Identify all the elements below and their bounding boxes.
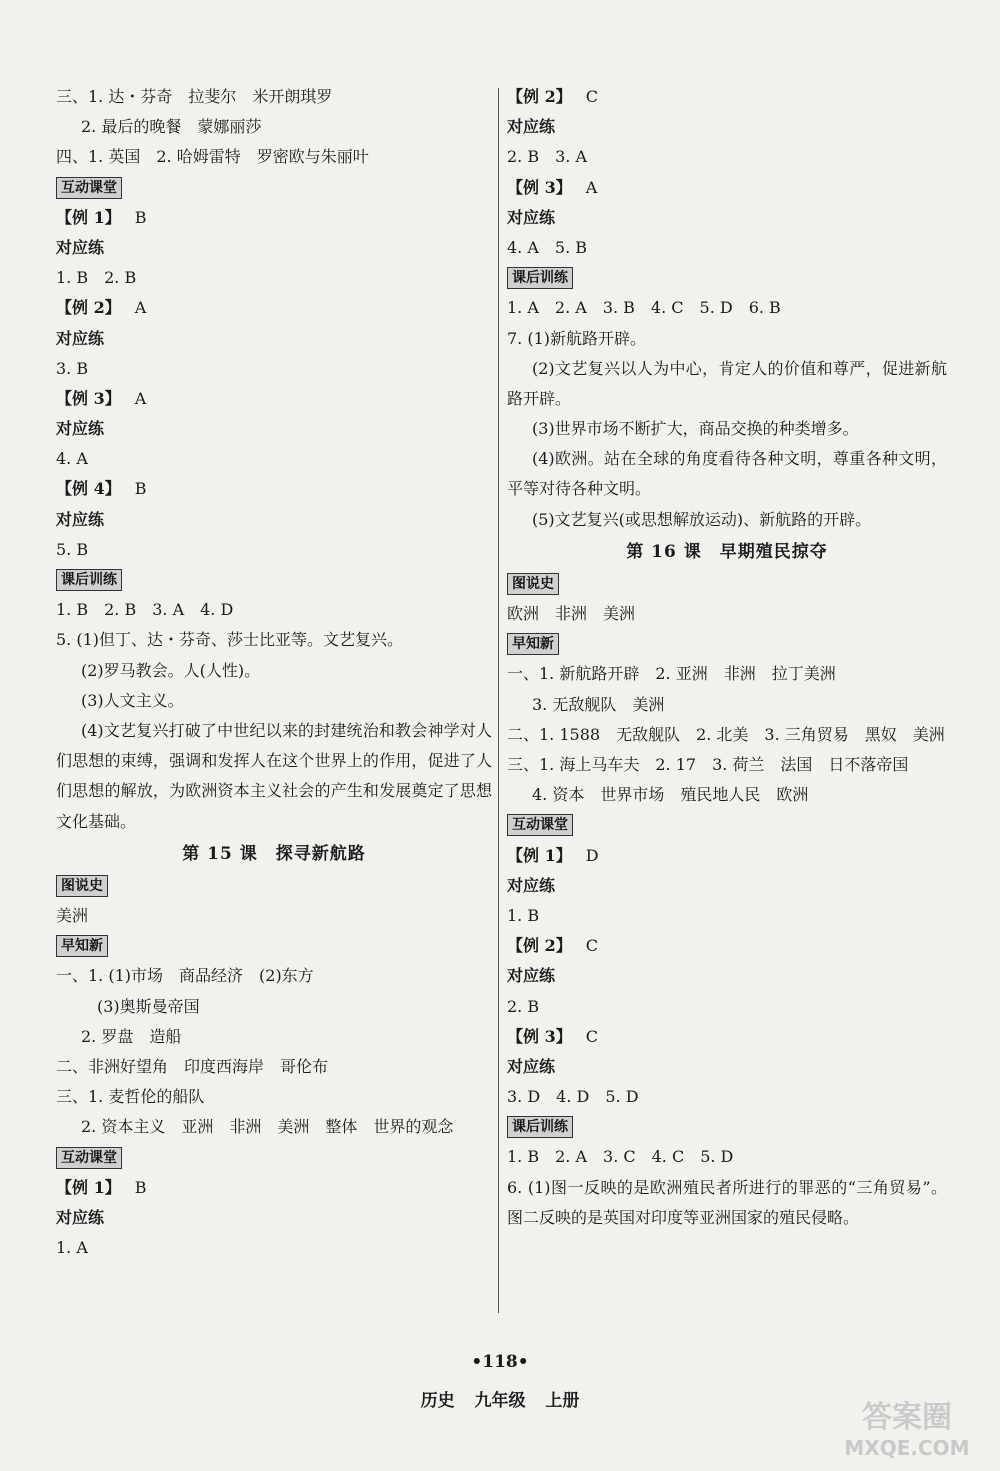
- lesson-title: 第 15 课 探寻新航路: [182, 843, 366, 864]
- answer-line: 2. B: [507, 996, 540, 1016]
- answer-line: 2. 罗盘 造船: [81, 1026, 182, 1046]
- answer-paragraph: (4)文艺复兴打破了中世纪以来的封建统治和教会神学对人们思想的束缚，强调和发挥人在这个世界上的作用，促进了人们思想的解放，为欧洲资本主义社会的产生和发展奠定了思想文化基础。: [56, 720, 492, 831]
- answer-line: 三、1. 麦哲伦的船队: [56, 1087, 205, 1107]
- answer-line: 3. D 4. D 5. D: [507, 1087, 639, 1107]
- section-tag-row: [507, 263, 947, 293]
- practice-heading: 对应练: [507, 207, 556, 227]
- section-tag-row: [56, 871, 492, 901]
- section-tag-row: [56, 931, 492, 961]
- answer-line: 欧洲 非洲 美洲: [507, 604, 636, 624]
- answer-line: 1. B 2. B 3. A 4. D: [56, 600, 234, 620]
- answer-line: (2)罗马教会。人(人性)。: [81, 660, 261, 680]
- section-tag: 课后训练: [507, 1116, 573, 1138]
- example-label: 【例 3】: [56, 388, 121, 408]
- section-tag-row: [56, 565, 492, 595]
- answer-line: 5. (1)但丁、达・芬奇、莎士比亚等。文艺复兴。: [56, 630, 404, 650]
- answer-line: 二、1. 1588 无敌舰队 2. 北美 3. 三角贸易 黑奴 美洲: [507, 724, 945, 744]
- example-answer: [507, 931, 947, 961]
- section-tag: 早知新: [56, 935, 108, 957]
- answer-line: 3. 无敌舰队 美洲: [532, 694, 665, 714]
- practice-heading: 对应练: [507, 1056, 556, 1076]
- example-answer: [507, 82, 947, 112]
- practice-heading: 对应练: [56, 328, 105, 348]
- section-tag: 互动课堂: [507, 814, 573, 836]
- practice-heading: 对应练: [507, 875, 556, 895]
- answer-line: 5. B: [56, 539, 89, 559]
- answer-line: (3)奥斯曼帝国: [81, 996, 200, 1016]
- answer-line: 三、1. 海上马车夫 2. 17 3. 荷兰 法国 日不落帝国: [507, 755, 909, 774]
- example-answer: [507, 841, 947, 871]
- answer-line: 1. A 2. A 3. B 4. C 5. D 6. B: [507, 298, 781, 318]
- example-answer: [507, 1022, 947, 1052]
- practice-heading: 对应练: [507, 117, 556, 137]
- example-choice: B: [134, 479, 147, 499]
- example-label: 【例 3】: [507, 177, 572, 197]
- answer-line: 4. 资本 世界市场 殖民地人民 欧洲: [532, 785, 809, 805]
- practice-heading: 对应练: [56, 1207, 105, 1227]
- example-label: 【例 2】: [507, 936, 572, 956]
- example-choice: A: [585, 177, 598, 197]
- answer-line: 四、1. 英国 2. 哈姆雷特 罗密欧与朱丽叶: [56, 147, 369, 167]
- practice-heading: 对应练: [56, 419, 105, 439]
- answer-line: 7. (1)新航路开辟。: [507, 328, 647, 348]
- section-tag-row: [507, 1112, 947, 1142]
- answer-line: 一、1. 新航路开辟 2. 亚洲 非洲 拉丁美洲: [507, 664, 836, 684]
- answer-paragraph: 6. (1)图一反映的是欧洲殖民者所进行的罪恶的“三角贸易”。图二反映的是英国对印度等亚洲国家的殖民侵略。: [507, 1177, 947, 1227]
- section-tag: 互动课堂: [56, 1147, 122, 1169]
- section-tag-row: [56, 1142, 492, 1172]
- section-tag: 图说史: [507, 573, 559, 595]
- section-tag: 互动课堂: [56, 177, 122, 199]
- answer-line: 2. 最后的晚餐 蒙娜丽莎: [81, 117, 262, 137]
- section-tag: 早知新: [507, 633, 559, 655]
- practice-heading: 对应练: [56, 237, 105, 257]
- section-tag: 图说史: [56, 875, 108, 897]
- section-tag-row: [56, 173, 492, 203]
- example-answer: [56, 203, 492, 233]
- example-choice: C: [585, 936, 598, 956]
- answer-line: 3. B: [56, 358, 89, 378]
- answer-line: 一、1. (1)市场 商品经济 (2)东方: [56, 966, 314, 986]
- example-label: 【例 4】: [56, 479, 121, 499]
- example-answer: [507, 173, 947, 203]
- section-tag-row: [507, 810, 947, 840]
- answer-line: 二、非洲好望角 印度西海岸 哥伦布: [56, 1056, 329, 1076]
- left-column: [56, 82, 492, 1263]
- answer-line: 2. B 3. A: [507, 147, 588, 167]
- example-label: 【例 1】: [56, 1177, 121, 1197]
- right-column: [507, 82, 947, 1233]
- section-tag: 课后训练: [56, 569, 122, 591]
- example-label: 【例 2】: [56, 298, 121, 318]
- watermark-text: 答案圈: [862, 1400, 952, 1435]
- example-choice: B: [134, 207, 147, 227]
- example-label: 【例 1】: [56, 207, 121, 227]
- practice-heading: 对应练: [507, 966, 556, 986]
- example-answer: [56, 1173, 492, 1203]
- example-answer: [56, 293, 492, 323]
- example-choice: A: [134, 298, 147, 318]
- answer-line: 1. B: [507, 905, 540, 925]
- answer-line: 1. A: [56, 1238, 88, 1257]
- answer-line: 1. B 2. B: [56, 268, 137, 288]
- lesson-title: 第 16 课 早期殖民掠夺: [626, 541, 828, 562]
- column-divider: [498, 88, 499, 1313]
- section-tag-row: [507, 629, 947, 659]
- answer-paragraph: (2)文艺复兴以人为中心，肯定人的价值和尊严，促进新航路开辟。: [507, 358, 947, 408]
- answer-line: (3)人文主义。: [81, 690, 184, 710]
- section-tag-row: [507, 569, 947, 599]
- watermark-logo: [832, 1393, 982, 1463]
- example-choice: A: [134, 388, 147, 408]
- example-label: 【例 3】: [507, 1026, 572, 1046]
- example-answer: [56, 474, 492, 504]
- example-label: 【例 1】: [507, 845, 572, 865]
- answer-paragraph: (4)欧洲。站在全球的角度看待各种文明，尊重各种文明，平等对待各种文明。: [507, 449, 947, 499]
- example-label: 【例 2】: [507, 87, 572, 106]
- watermark-url: MXQE.COM: [844, 1436, 970, 1460]
- answer-line: (5)文艺复兴(或思想解放运动)、新航路的开辟。: [532, 509, 872, 529]
- section-tag: 课后训练: [507, 267, 573, 289]
- example-choice: C: [585, 87, 598, 106]
- example-choice: B: [134, 1177, 147, 1197]
- answer-line: 4. A 5. B: [507, 237, 588, 257]
- example-choice: C: [585, 1026, 598, 1046]
- example-answer: [56, 384, 492, 414]
- answer-line: 4. A: [56, 449, 88, 469]
- answer-line: 三、1. 达・芬奇 拉斐尔 米开朗琪罗: [56, 87, 333, 106]
- practice-heading: 对应练: [56, 509, 105, 529]
- answer-line: 2. 资本主义 亚洲 非洲 美洲 整体 世界的观念: [81, 1117, 454, 1137]
- answer-line: (3)世界市场不断扩大，商品交换的种类增多。: [532, 419, 859, 439]
- book-info: 历史 九年级 上册: [420, 1391, 580, 1411]
- example-choice: D: [585, 845, 599, 865]
- answer-line: 1. B 2. A 3. C 4. C 5. D: [507, 1147, 734, 1167]
- page-number: •118•: [471, 1352, 529, 1372]
- answer-line: 美洲: [56, 905, 89, 925]
